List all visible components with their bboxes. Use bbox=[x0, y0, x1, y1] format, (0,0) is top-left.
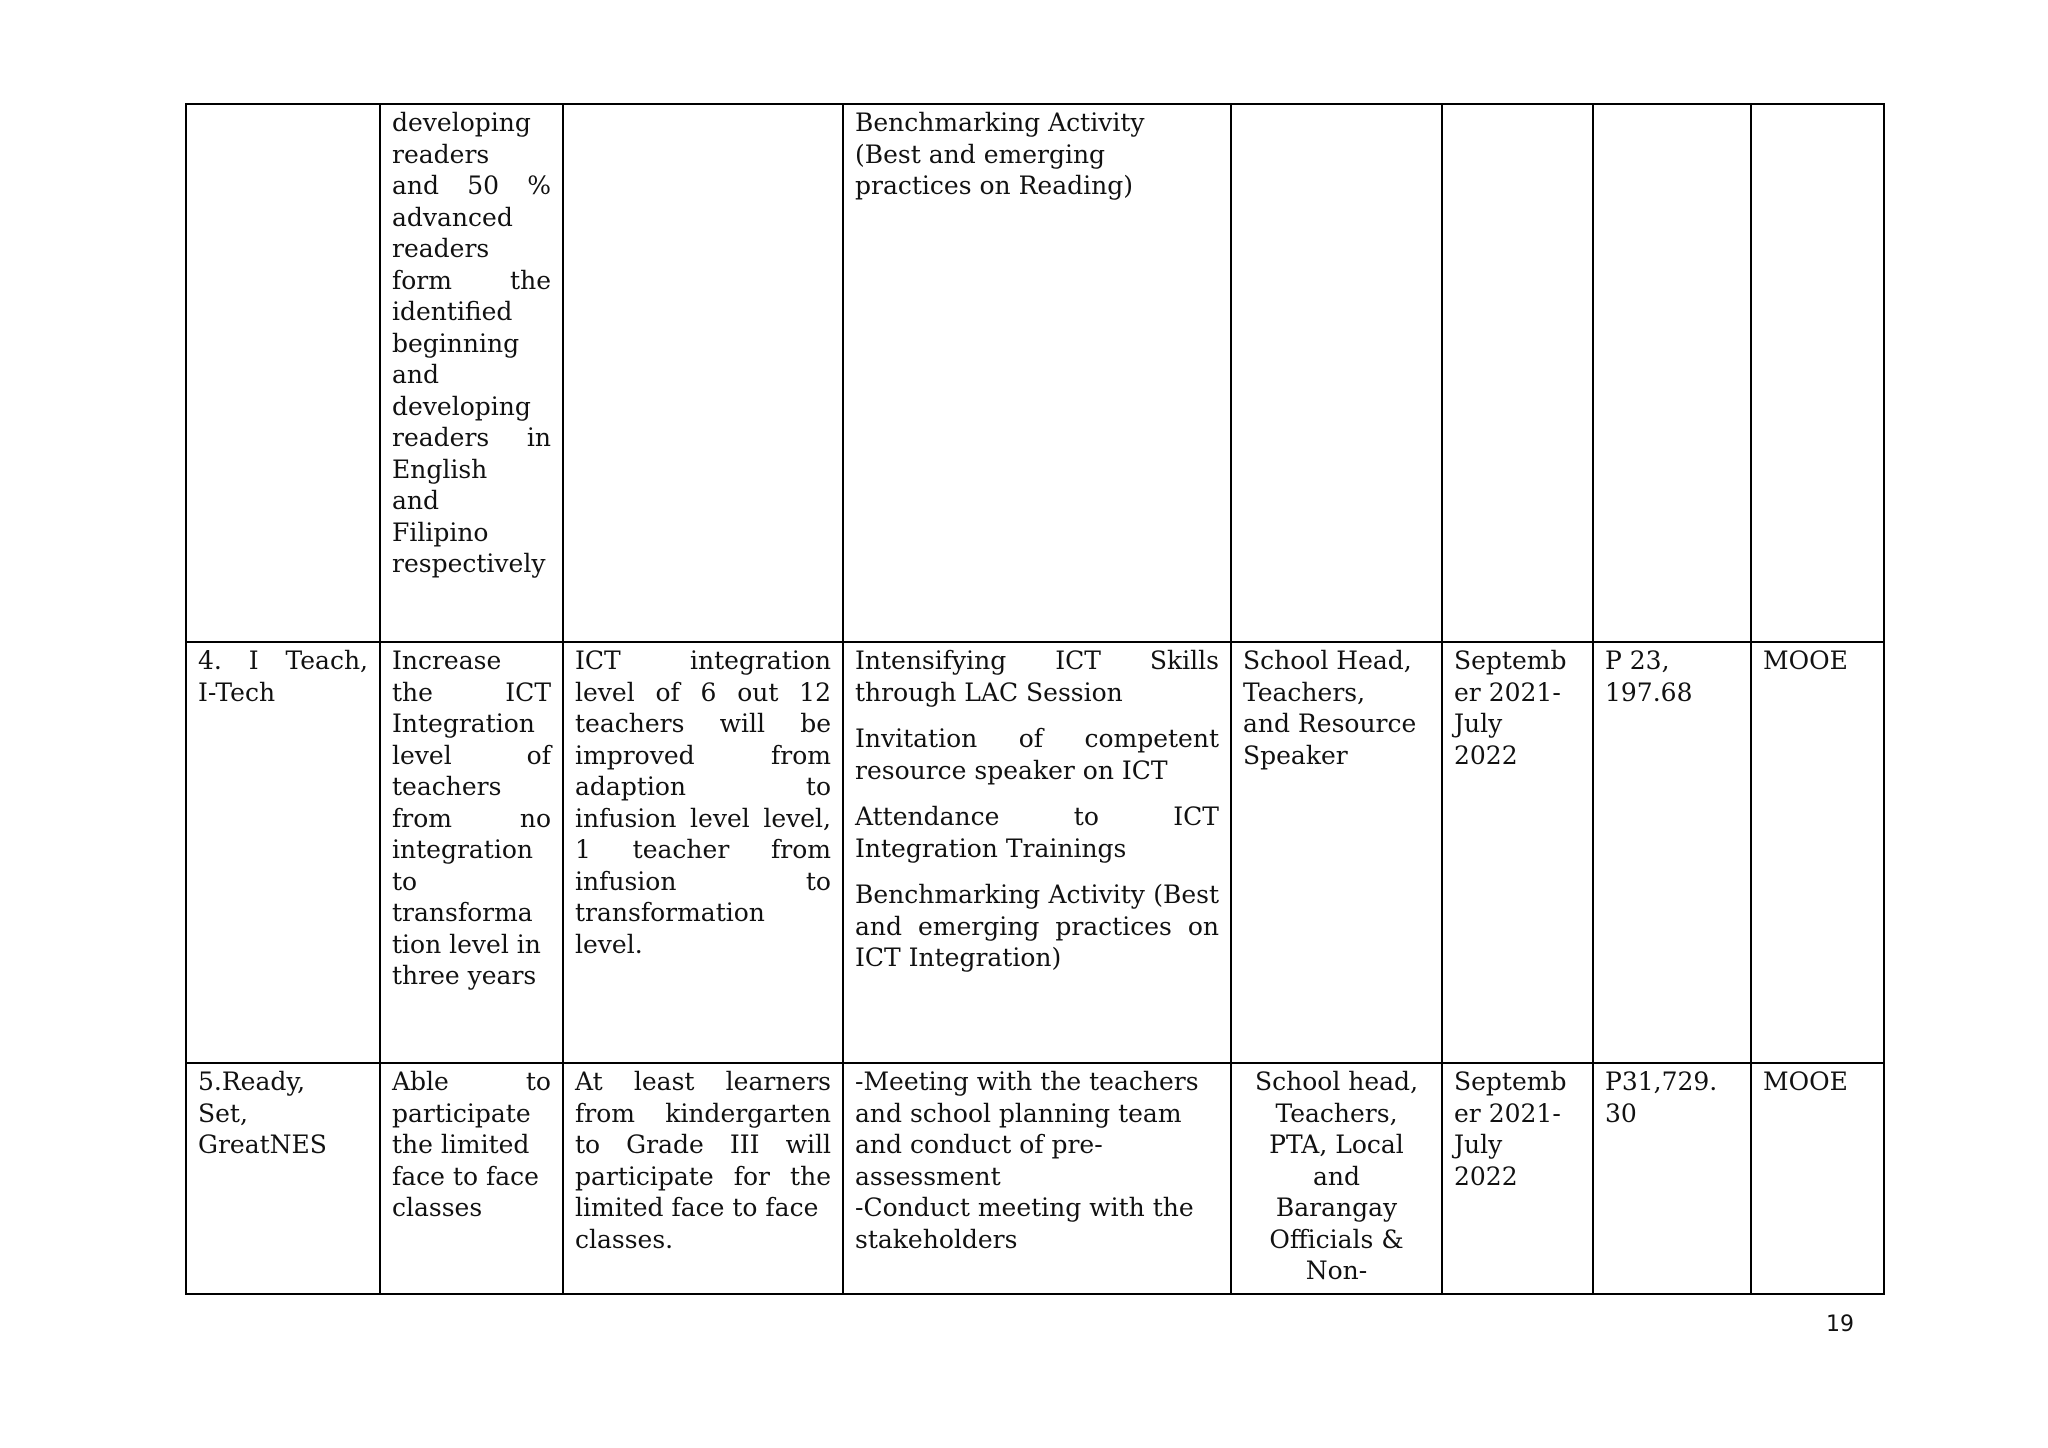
cell-line: PTA, Local bbox=[1269, 1130, 1404, 1159]
table-cell-source bbox=[1751, 642, 1884, 1063]
cell-line: Septemb bbox=[1454, 1067, 1567, 1096]
table-cell-timeline bbox=[1442, 104, 1593, 642]
cell-line: to bbox=[392, 866, 418, 896]
cell-line: Able to bbox=[392, 1067, 551, 1096]
table-cell-target bbox=[563, 1063, 843, 1294]
cell-line: identified bbox=[392, 297, 513, 326]
cell-line: and Resource bbox=[1243, 709, 1417, 738]
cell-line: readers in bbox=[392, 423, 551, 452]
table-cell-objective bbox=[380, 1063, 563, 1294]
cell-line: developing bbox=[392, 108, 531, 137]
cell-line: July bbox=[1454, 1130, 1503, 1159]
cell-line: the limited bbox=[392, 1130, 530, 1159]
table-row bbox=[186, 104, 1884, 642]
cell-line: 2022 bbox=[1454, 1161, 1518, 1191]
cell-line: MOOE bbox=[1763, 1067, 1848, 1096]
cell-line: Officials & bbox=[1269, 1224, 1404, 1254]
cell-line: Barangay bbox=[1275, 1193, 1398, 1222]
cell-line: readers bbox=[392, 139, 490, 169]
cell-line: Integration bbox=[392, 709, 535, 738]
table-row bbox=[186, 642, 1884, 1063]
cell-line: level of 6 out 12 bbox=[575, 677, 831, 707]
cell-line: Non- bbox=[1305, 1256, 1368, 1285]
cell-line: MOOE bbox=[1763, 646, 1848, 675]
cell-line: and school planning team bbox=[855, 1098, 1182, 1128]
cell-line: adaption to bbox=[575, 772, 831, 801]
table-cell-objective bbox=[380, 642, 563, 1063]
cell-line: Benchmarking Activity bbox=[855, 108, 1145, 137]
table-cell-target bbox=[563, 642, 843, 1063]
cell-line: developing bbox=[392, 391, 531, 421]
table-cell-project bbox=[186, 104, 380, 642]
cell-line: classes. bbox=[575, 1224, 674, 1254]
table-cell-persons-involved bbox=[1231, 1063, 1442, 1294]
cell-line: transformation bbox=[575, 898, 765, 927]
activity-item: Benchmarking Activity (Best and emerging practices on ICT Integration) bbox=[855, 880, 1219, 972]
cell-line: -Conduct meeting with the bbox=[855, 1193, 1194, 1222]
table-cell-source bbox=[1751, 104, 1884, 642]
cell-line: participate for the bbox=[575, 1161, 831, 1191]
cell-line: form the bbox=[392, 265, 551, 295]
cell-line: and bbox=[392, 486, 440, 515]
cell-line: -Meeting with the teachers bbox=[855, 1067, 1199, 1096]
cell-line: 197.68 bbox=[1605, 677, 1693, 707]
table-cell-persons-involved bbox=[1231, 104, 1442, 642]
cell-line: er 2021- bbox=[1454, 677, 1561, 707]
cell-line: level of bbox=[392, 740, 551, 770]
cell-line: Filipino bbox=[392, 517, 489, 547]
cell-line: infusion level level, bbox=[575, 803, 831, 833]
cell-line: and bbox=[1312, 1161, 1360, 1191]
cell-line: er 2021- bbox=[1454, 1098, 1561, 1128]
cell-line: ICT integration bbox=[575, 646, 831, 675]
cell-line: 4. I Teach, bbox=[198, 646, 368, 675]
cell-line: from kindergarten bbox=[575, 1098, 831, 1128]
cell-line: practices on Reading) bbox=[855, 171, 1133, 200]
cell-line: I-Tech bbox=[198, 677, 276, 707]
cell-line: 5.Ready, bbox=[198, 1067, 306, 1096]
table-cell-activities bbox=[843, 1063, 1231, 1294]
cell-line: English bbox=[392, 454, 488, 484]
cell-line: 2022 bbox=[1454, 740, 1518, 770]
table-cell-budget bbox=[1593, 642, 1751, 1063]
cell-line: the ICT bbox=[392, 677, 551, 707]
cell-line: School Head, bbox=[1243, 646, 1412, 675]
cell-line: assessment bbox=[855, 1161, 1001, 1191]
cell-line: readers bbox=[392, 234, 490, 263]
cell-line: Set, bbox=[198, 1098, 248, 1128]
table-cell-project bbox=[186, 1063, 380, 1294]
cell-line: (Best and emerging bbox=[855, 139, 1106, 169]
table-cell-timeline bbox=[1442, 642, 1593, 1063]
cell-line: from no bbox=[392, 803, 551, 833]
cell-line: and 50 % bbox=[392, 171, 551, 200]
activity-item: Attendance to ICT Integration Trainings bbox=[855, 802, 1219, 863]
cell-line: July bbox=[1454, 709, 1503, 738]
cell-line: stakeholders bbox=[855, 1224, 1018, 1254]
cell-line: 30 bbox=[1605, 1098, 1637, 1128]
cell-line: to Grade III will bbox=[575, 1130, 831, 1159]
page-number: 19 bbox=[1826, 1312, 1854, 1337]
table-cell-project bbox=[186, 642, 380, 1063]
cell-line: Increase bbox=[392, 646, 502, 675]
cell-line: Teachers, bbox=[1275, 1098, 1398, 1128]
cell-line: level. bbox=[575, 929, 643, 959]
table-cell-objective bbox=[380, 104, 563, 642]
table-cell-timeline bbox=[1442, 1063, 1593, 1294]
cell-line: teachers will be bbox=[575, 709, 831, 738]
table-cell-target bbox=[563, 104, 843, 642]
cell-line: 1 teacher from bbox=[575, 835, 831, 864]
cell-line: and bbox=[392, 360, 440, 389]
cell-line: tion level in bbox=[392, 929, 541, 959]
cell-line: infusion to bbox=[575, 866, 831, 896]
table-cell-activities bbox=[843, 104, 1231, 642]
activity-item: Invitation of competent resource speaker on ICT bbox=[855, 724, 1219, 785]
cell-line: Septemb bbox=[1454, 646, 1567, 675]
cell-line: classes bbox=[392, 1193, 483, 1222]
table-cell-budget bbox=[1593, 104, 1751, 642]
cell-line: limited face to face bbox=[575, 1193, 819, 1222]
cell-line: School head, bbox=[1254, 1067, 1419, 1096]
cell-line: advanced bbox=[392, 202, 513, 232]
table-cell-activities bbox=[843, 642, 1231, 1063]
table-row bbox=[186, 1063, 1884, 1294]
cell-line: and conduct of pre- bbox=[855, 1130, 1103, 1159]
cell-line: Teachers, bbox=[1243, 677, 1366, 707]
table-cell-budget bbox=[1593, 1063, 1751, 1294]
activity-item: Intensifying ICT Skills through LAC Session bbox=[855, 646, 1219, 707]
cell-line: At least learners bbox=[575, 1067, 831, 1096]
cell-line: P 23, bbox=[1605, 646, 1670, 675]
cell-line: improved from bbox=[575, 740, 831, 770]
cell-line: respectively bbox=[392, 549, 546, 578]
cell-line: face to face bbox=[392, 1161, 539, 1191]
cell-line: beginning bbox=[392, 328, 520, 358]
cell-line: Speaker bbox=[1243, 740, 1348, 770]
cell-line: teachers bbox=[392, 772, 502, 801]
cell-line: GreatNES bbox=[198, 1130, 327, 1159]
cell-line: participate bbox=[392, 1098, 531, 1128]
cell-line: P31,729. bbox=[1605, 1067, 1718, 1096]
cell-line: integration bbox=[392, 835, 533, 864]
table-cell-persons-involved bbox=[1231, 642, 1442, 1063]
cell-line: three years bbox=[392, 961, 537, 990]
table-cell-source bbox=[1751, 1063, 1884, 1294]
action-plan-table bbox=[185, 103, 1885, 1295]
cell-line: transforma bbox=[392, 898, 533, 927]
